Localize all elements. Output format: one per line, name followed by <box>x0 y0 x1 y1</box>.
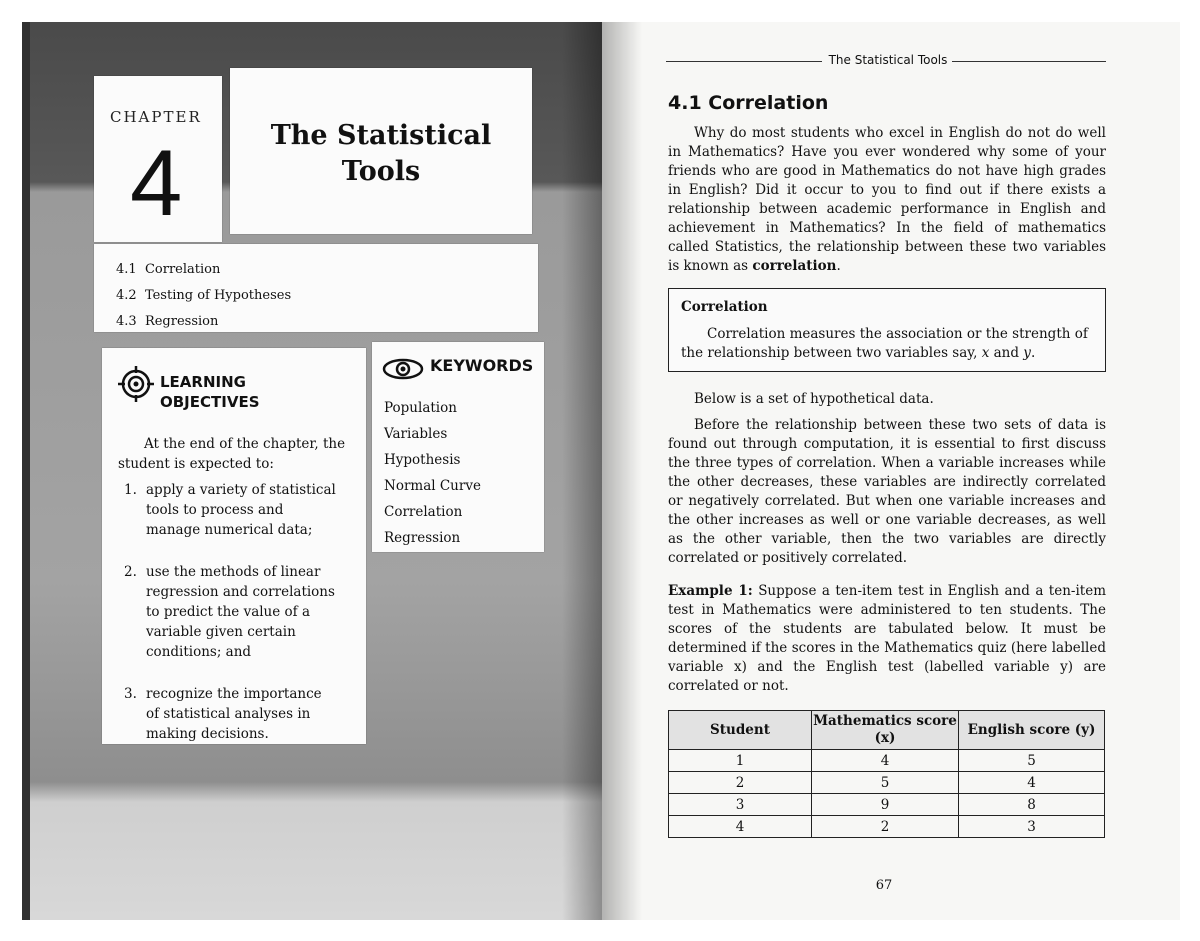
table-row <box>669 816 1105 838</box>
objective-number: 1. <box>124 482 137 498</box>
variable-y: y <box>1023 345 1031 361</box>
table-header: English score (y) <box>959 711 1105 750</box>
keywords-heading: KEYWORDS <box>430 356 534 375</box>
intro-bold-term: correlation <box>752 258 837 274</box>
scores-table <box>668 710 1105 838</box>
intro-end: . <box>836 258 841 274</box>
toc-number: 4.1 <box>116 262 137 277</box>
table-cell: 4 <box>959 772 1105 794</box>
toc-label: Testing of Hypotheses <box>144 288 292 303</box>
objective-text: apply a variety of statistical tools to process and manage numerical data; <box>146 482 336 538</box>
objective-item <box>124 562 336 662</box>
table-cell: 4 <box>669 816 812 838</box>
table-cell: 2 <box>812 816 959 838</box>
learning-objectives-box <box>102 348 366 744</box>
definition-and: and <box>993 345 1019 361</box>
chapter-toc <box>94 244 538 332</box>
left-page <box>22 22 602 920</box>
table-cell: 3 <box>669 794 812 816</box>
table-cell: 8 <box>959 794 1105 816</box>
intro-text: Why do most students who excel in English do not do well in Mathematics? Have you ever wondered why some of your friends who are good in Mathematics do not have high grades in English? Did it occur to you to find out if there exists a relationship between academic performance in English and achievement in Mathematics? In the field of mathematics called Statistics, the relationship between these two variables is known as <box>668 125 1106 274</box>
keywords-box <box>372 342 544 552</box>
objective-text: use the methods of linear regression and correlations to predict the value of a variable given certain conditions; and <box>146 564 335 660</box>
chapter-label: CHAPTER <box>110 108 202 126</box>
keyword-item: Population <box>384 400 457 416</box>
toc-item <box>116 262 220 277</box>
definition-body: Correlation measures the association or the strength of the relationship between two variables say, <box>681 326 1088 361</box>
chapter-title-line-1: The Statistical <box>270 120 492 151</box>
keyword-item: Variables <box>384 426 448 442</box>
toc-label: Correlation <box>144 262 221 277</box>
example-paragraph <box>668 582 1106 696</box>
toc-label: Regression <box>144 314 219 329</box>
book-spread <box>22 22 1180 920</box>
gutter-shadow <box>602 22 642 920</box>
objective-item <box>124 684 336 744</box>
toc-item <box>116 314 218 329</box>
table-row <box>669 772 1105 794</box>
table-cell: 5 <box>812 772 959 794</box>
definition-title: Correlation <box>681 299 768 315</box>
heading-line-1: LEARNING <box>160 373 246 391</box>
objective-number: 2. <box>124 564 137 580</box>
table-cell: 4 <box>812 750 959 772</box>
table-cell: 1 <box>669 750 812 772</box>
section-title: 4.1 Correlation <box>668 92 829 114</box>
running-head-text: The Statistical Tools <box>828 53 948 67</box>
chapter-number: 4 <box>130 130 183 235</box>
objective-item <box>124 480 336 540</box>
divider <box>952 61 1106 62</box>
running-head <box>666 52 1106 70</box>
page-number: 67 <box>875 878 893 893</box>
table-cell: 9 <box>812 794 959 816</box>
table-row <box>669 794 1105 816</box>
eye-icon <box>382 358 424 380</box>
variable-x: x <box>981 345 990 361</box>
below-text: Below is a set of hypothetical data. <box>694 391 934 407</box>
intro-paragraph <box>668 124 1106 276</box>
table-header: Student <box>669 711 812 750</box>
heading-line-2: OBJECTIVES <box>160 393 260 411</box>
types-paragraph: Before the relationship between these two sets of data is found out through computation, it is essential to first discuss the three types of correlation. When a variable increases while the other decreases, these variables are indirectly correlated or negatively correlated. But when one variable increases and the other increases as well or one variable decreases, as well as the other variable, then the two variables are directly correlated or positively correlated. <box>668 417 1106 566</box>
divider <box>666 61 822 62</box>
keyword-item: Hypothesis <box>384 452 461 468</box>
page-edge <box>22 22 30 920</box>
chapter-title-line-2: Tools <box>341 156 421 187</box>
keyword-item: Regression <box>384 530 461 546</box>
example-label: Example 1: <box>668 583 753 599</box>
chapter-title-box <box>230 68 532 234</box>
keyword-item: Normal Curve <box>384 478 481 494</box>
gutter-shadow <box>562 22 602 920</box>
objective-number: 3. <box>124 686 137 702</box>
target-icon <box>118 366 154 402</box>
keyword-item: Correlation <box>384 504 463 520</box>
definition-text <box>681 325 1095 363</box>
right-page <box>602 22 1180 920</box>
table-cell: 3 <box>959 816 1105 838</box>
objective-text: recognize the importance of statistical analyses in making decisions. <box>146 686 322 742</box>
definition-end: . <box>1030 345 1036 361</box>
toc-item <box>116 288 291 303</box>
objectives-intro: At the end of the chapter, the student is expected to: <box>118 436 346 472</box>
toc-number: 4.3 <box>116 314 137 329</box>
table-cell: 5 <box>959 750 1105 772</box>
toc-number: 4.2 <box>116 288 137 303</box>
chapter-number-box <box>94 76 222 242</box>
definition-box <box>668 288 1106 372</box>
learning-objectives-heading <box>160 372 260 412</box>
example-text: Suppose a ten-item test in English and a ten-item test in Mathematics were administered to ten students. The scores of the students are tabulated below. It must be determined if the scores in the Mathematics quiz (here labelled variable x) and the English test (labelled variable y) are correlated or not. <box>668 583 1106 694</box>
table-header-row <box>669 711 1105 750</box>
table-header: Mathematics score (x) <box>812 711 959 750</box>
table-cell: 2 <box>669 772 812 794</box>
table-row <box>669 750 1105 772</box>
